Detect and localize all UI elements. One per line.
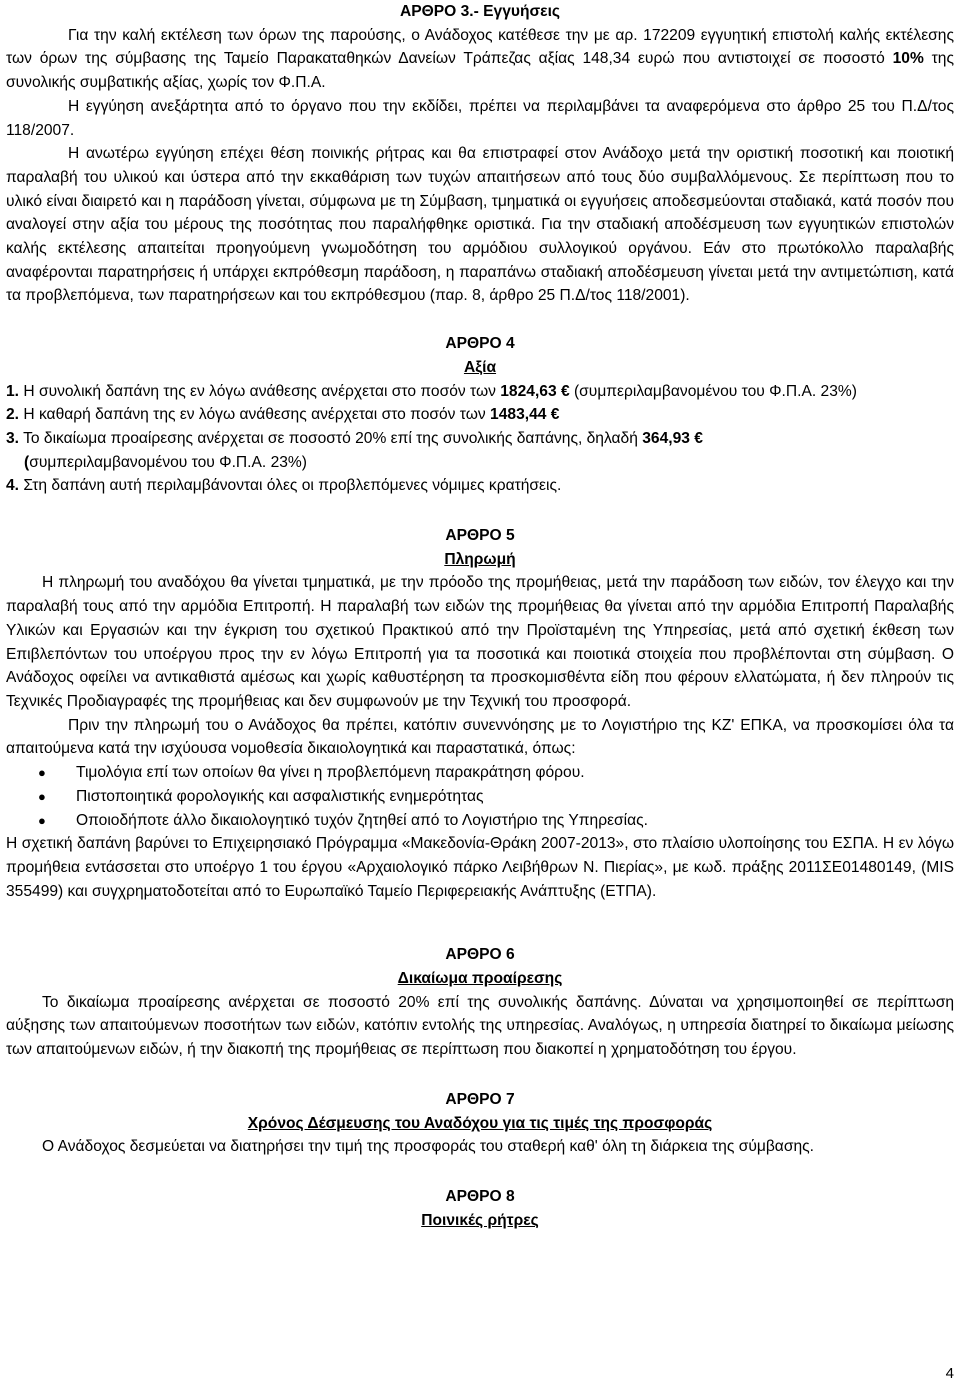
article-4-title: ΑΡΘΡΟ 4 (445, 335, 515, 353)
article-4-item-2: 2. Η καθαρή δαπάνη της εν λόγω ανάθεσης ανέρχεται στο ποσόν των 1483,44 € (6, 406, 560, 424)
article-7-subtitle: Χρόνος Δέσμευσης του Αναδόχου για τις τιμές της προσφοράς (247, 1114, 713, 1132)
article-5-title: ΑΡΘΡΟ 5 (445, 527, 515, 545)
article-7-title: ΑΡΘΡΟ 7 (445, 1090, 515, 1108)
list-item: ● Τιμολόγια επί των οποίων θα γίνει η προβλεπόμενη παρακράτηση φόρου. (6, 761, 954, 785)
article-5-paragraph-2: Πριν την πληρωμή του ο Ανάδοχος θα πρέπει, κατόπιν συνεννόησης με το Λογιστήριο της ΚΖ' ΕΠΚΑ, να προσκομίσει όλα τα απαιτούμενα κατά την ισχύουσα νομοθεσία δικαιολογητικά και παραστατικά, όπως: (6, 716, 954, 758)
article-4-item-1: 1. Η συνολική δαπάνη της εν λόγω ανάθεσης ανέρχεται στο ποσόν των 1824,63 € (συμπεριλαμβανομένου του Φ.Π.Α. 23%) (6, 382, 857, 400)
article-4-item-3: 3. Το δικαίωμα προαίρεσης ανέρχεται σε ποσοστό 20% επί της συνολικής δαπάνης, δηλαδή 364,93 € (συμπεριλαμβανομένου του Φ.Π.Α. 23%) (6, 429, 703, 471)
article-3-title: ΑΡΘΡΟ 3.- Εγγυήσεις (399, 3, 561, 20)
article-6-title: ΑΡΘΡΟ 6 (445, 946, 515, 964)
article-4-subtitle: Αξία (463, 358, 497, 376)
article-5-subtitle: Πληρωμή (444, 550, 516, 568)
article-5-documents-list (6, 761, 954, 832)
list-item: ● Πιστοποιητικά φορολογικής και ασφαλιστικής ενημερότητας (6, 785, 954, 809)
article-3-paragraph-3: Η ανωτέρω εγγύηση επέχει θέση ποινικής ρήτρας και θα επιστραφεί στον Ανάδοχο μετά την οριστική ποσοτική και ποιοτική παραλαβή του υλικού και ύστερα από την εκκαθάριση των τυχών απαιτήσεων από τους δύο συμβαλλόμενους. Σε περίπτωση που το υλικό είναι διαιρετό και η παράδοση γίνεται, σύμφωνα με τη Σύμβαση, τμηματικά οι εγγυήσεις αποδεσμεύονται σταδιακά, κατά ποσόν που αναλογεί στην αξία του μέρους της ποσότητας που παραλήφθηκε οριστικά. Για την σταδιακή αποδέσμευση των εγγυητικών επιστολών καλής εκτέλεσης απαιτείται προηγούμενη γνωμοδότηση του αρμόδιου συλλογικού οργάνου. Εάν στο πρωτόκολλο παραλαβής αναφέρονται παρατηρήσεις ή υπάρχει εκπρόθεσμη παράδοση, η παραπάνω σταδιακή αποδέσμευση γίνεται μετά την αντιμετώπιση, κατά τα προβλεπόμενα, των παρατηρήσεων και του εκπρόθεσμου (παρ. 8, άρθρο 25 Π.Δ/τος 118/2001). (6, 145, 954, 305)
page-number: 4 (945, 1365, 954, 1383)
article-3-paragraph-2: Η εγγύηση ανεξάρτητα από το όργανο που την εκδίδει, πρέπει να περιλαμβάνει τα αναφερόμενα στο άρθρο 25 του Π.Δ/τος 118/2007. (6, 97, 954, 139)
article-6-paragraph-1: Το δικαίωμα προαίρεσης ανέρχεται σε ποσοστό 20% επί της συνολικής δαπάνης. Δύναται να χρησιμοποιηθεί σε περίπτωση αύξησης των απαιτούμενων ποσοτήτων των ειδών, κατόπιν εντολής της υπηρεσίας. Αναλόγως, η υπηρεσία διατηρεί το δικαίωμα μείωσης των απαιτούμενων ειδών, ή την διακοπή της προμήθειας σε περίπτωση που διακοπεί η χρηματοδότηση του έργου. (6, 993, 954, 1059)
article-8-title: ΑΡΘΡΟ 8 (445, 1187, 515, 1205)
article-3-paragraph-1: Για την καλή εκτέλεση των όρων της παρούσης, ο Ανάδοχος κατέθεσε την με αρ. 172209 εγγυητική επιστολή καλής εκτέλεσης των όρων της σύμβασης της Ταμείο Παρακαταθηκών Δανείων Τράπεζας αξίας 148,34 ευρώ που αντιστοιχεί σε ποσοστό 10% της συνολικής συμβατικής αξίας, χωρίς τον Φ.Π.Α. (6, 26, 954, 92)
article-4-item-4: 4. Στη δαπάνη αυτή περιλαμβάνονται όλες οι προβλεπόμενες νόμιμες κρατήσεις. (6, 477, 562, 495)
article-6-subtitle: Δικαίωμα προαίρεσης (397, 970, 563, 988)
article-7-paragraph-1: Ο Ανάδοχος δεσμεύεται να διατηρήσει την τιμή της προσφοράς του σταθερή καθ' όλη τη διάρκεια της σύμβασης. (42, 1138, 814, 1156)
article-5-paragraph-3: Η σχετική δαπάνη βαρύνει το Επιχειρησιακό Πρόγραμμα «Μακεδονία-Θράκη 2007-2013», στο πλαίσιο υλοποίησης του ΕΣΠΑ. Η εν λόγω προμήθεια εντάσσεται στο υποέργο 1 του έργου «Αρχαιολογικό πάρκο Λειβήθρων Ν. Πιερίας», με κωδ. πράξης 2011ΣΕ01480149, (MIS 355499) και συγχρηματοδοτείται από το Ευρωπαϊκό Ταμείο Περιφερειακής Ανάπτυξης (ΕΤΠΑ). (6, 835, 954, 900)
article-5-paragraph-1: Η πληρωμή του αναδόχου θα γίνεται τμηματικά, με την πρόοδο της προμήθειας, μετά την παράδοση των ειδών, τον έλεγχο και την παραλαβή τους από την αρμόδια Επιτροπή. Η παραλαβή των ειδών της προμήθειας θα γίνεται από την αρμόδια Επιτροπή Παραλαβής Υλικών και Εργασιών και την έγκριση του σχετικού Πρακτικού από την Προϊσταμένη της Υπηρεσίας, μετά από σχετική έκθεση των Επιβλεπόντων του υποέργου προς την εν λόγω Επιτροπή για τα ποσοτικά και ποιοτικά στοιχεία που προβλέπονται στη σύμβαση. Ο Ανάδοχος οφείλει να αντικαθιστά αμέσως και χωρίς καθυστέρηση τα προσκομισθέντα είδη που φέρουν ελλατώματα, ή δεν πληρούν τις Τεχνικές Προδιαγραφές της προμήθειας και δεν συμφωνούν με την Τεχνική του προσφορά. (6, 574, 954, 710)
article-8-subtitle: Ποινικές ρήτρες (421, 1211, 539, 1229)
list-item: ● Οποιοδήποτε άλλο δικαιολογητικό τυχόν ζητηθεί από το Λογιστήριο της Υπηρεσίας. (6, 809, 954, 833)
